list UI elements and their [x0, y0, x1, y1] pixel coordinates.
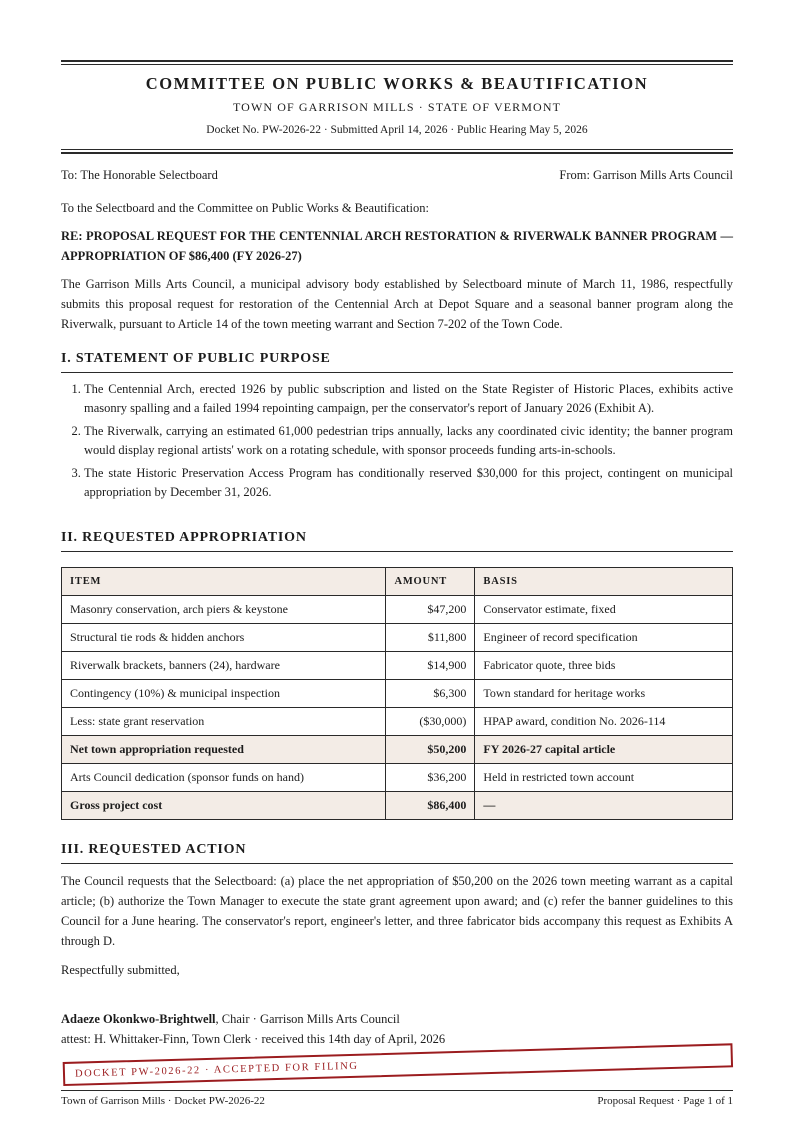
docket-line: Docket No. PW-2026-22 · Submitted April 14, 2026 · Public Hearing May 5, 2026	[206, 124, 588, 136]
signature-line	[61, 1012, 400, 1027]
footer-left: Town of Garrison Mills · Docket PW-2026-22	[61, 1095, 265, 1107]
footer-rule	[61, 1090, 733, 1091]
table-row	[62, 764, 733, 792]
header-rule-bottom	[61, 149, 733, 150]
re-line: RE: PROPOSAL REQUEST FOR THE CENTENNIAL ARCH RESTORATION & RIVERWALK BANNER PROGRAM — APPROPRIATION OF $86,400 (FY 2026-27)	[61, 229, 733, 263]
row-basis: Held in restricted town account	[475, 764, 733, 792]
row-basis: Engineer of record specification	[475, 624, 733, 652]
purpose-item: 2. The Riverwalk, carrying an estimated 61,000 pedestrian trips annually, lacks any coordinated civic identity; the banner program would display regional artists' work on a rotating schedule, with sponsor proceeds funding arts-in-schools.	[84, 422, 733, 460]
table-row	[62, 652, 733, 680]
header-rule-top	[61, 60, 733, 62]
filing-stamp: DOCKET PW-2026-22 · ACCEPTED FOR FILING	[63, 1043, 733, 1086]
row-basis: FY 2026-27 capital article	[475, 736, 733, 764]
memo-from: From: Garrison Mills Arts Council	[559, 168, 733, 182]
town-line: TOWN OF GARRISON MILLS · STATE OF VERMONT	[232, 100, 562, 114]
signer-title: , Chair · Garrison Mills Arts Council	[215, 1012, 400, 1026]
valediction: Respectfully submitted,	[61, 963, 180, 977]
table-row	[62, 680, 733, 708]
section-3-rule	[61, 863, 733, 864]
table-row	[62, 624, 733, 652]
appropriation-table	[61, 567, 733, 820]
row-item: Riverwalk brackets, banners (24), hardware	[62, 652, 386, 680]
table-header-row	[62, 568, 733, 596]
section-2-rule	[61, 551, 733, 552]
requested-action-paragraph: The Council requests that the Selectboard: (a) place the net appropriation of $50,200 on the 2026 town meeting warrant as a capital article; (b) authorize the Town Manager to execute the state grant agreement upon award; and (c) refer the banner guidelines to this Council for a June hearing. The conservator's report, engineer's letter, and three fabricator bids accompany this request as Exhibits A through D.	[61, 874, 733, 948]
row-amount: $86,400	[386, 792, 475, 820]
row-basis: HPAP award, condition No. 2026-114	[475, 708, 733, 736]
purpose-item: 3. The state Historic Preservation Access Program has conditionally reserved $30,000 for this project, contingent on municipal appropriation by December 31, 2026.	[84, 464, 733, 502]
purpose-item: 1. The Centennial Arch, erected 1926 by public subscription and listed on the State Register of Historic Places, exhibits active masonry spalling and a failed 1994 repointing campaign, per the conservator's report of January 2026 (Exhibit A).	[84, 380, 733, 418]
section-3-heading: III. REQUESTED ACTION	[61, 842, 247, 857]
table-row-net-total	[62, 736, 733, 764]
row-amount: $36,200	[386, 764, 475, 792]
row-item: Structural tie rods & hidden anchors	[62, 624, 386, 652]
row-item: Net town appropriation requested	[62, 736, 386, 764]
table-row	[62, 596, 733, 624]
row-basis: Town standard for heritage works	[475, 680, 733, 708]
signer-name: Adaeze Okonkwo-Brightwell	[61, 1012, 216, 1026]
row-amount: $6,300	[386, 680, 475, 708]
row-item: Arts Council dedication (sponsor funds on hand)	[62, 764, 386, 792]
row-amount: $50,200	[386, 736, 475, 764]
attest-line: attest: H. Whittaker-Finn, Town Clerk · received this 14th day of April, 2026	[61, 1032, 446, 1046]
intro-paragraph: The Garrison Mills Arts Council, a municipal advisory body established by Selectboard minute of March 11, 1986, respectfully submits this proposal request for restoration of the Centennial Arch at Depot Square and a seasonal banner program along the Riverwalk, pursuant to Article 14 of the town meeting warrant and Section 7-202 of the Town Code.	[61, 277, 733, 331]
column-header-basis: BASIS	[475, 568, 733, 596]
row-amount: $14,900	[386, 652, 475, 680]
row-amount: $11,800	[386, 624, 475, 652]
footer-right: Proposal Request · Page 1 of 1	[597, 1095, 733, 1107]
header-rule-top-thin	[61, 64, 733, 65]
row-amount: ($30,000)	[386, 708, 475, 736]
memo-to: To: The Honorable Selectboard	[61, 168, 218, 182]
row-basis: Fabricator quote, three bids	[475, 652, 733, 680]
row-item: Gross project cost	[62, 792, 386, 820]
table-row	[62, 708, 733, 736]
row-item: Masonry conservation, arch piers & keystone	[62, 596, 386, 624]
row-amount: $47,200	[386, 596, 475, 624]
section-1-heading: I. STATEMENT OF PUBLIC PURPOSE	[61, 351, 331, 366]
section-2-heading: II. REQUESTED APPROPRIATION	[61, 530, 307, 545]
row-basis: Conservator estimate, fixed	[475, 596, 733, 624]
row-item: Contingency (10%) & municipal inspection	[62, 680, 386, 708]
section-1-rule	[61, 372, 733, 373]
row-basis: —	[475, 792, 733, 820]
table-row-gross-total	[62, 792, 733, 820]
salutation: To the Selectboard and the Committee on Public Works & Beautification:	[61, 201, 429, 215]
column-header-amount: AMOUNT	[386, 568, 475, 596]
purpose-list	[61, 380, 733, 506]
committee-title: COMMITTEE ON PUBLIC WORKS & BEAUTIFICATION	[145, 74, 649, 93]
column-header-item: ITEM	[62, 568, 386, 596]
header-rule-bottom-thick	[61, 152, 733, 154]
row-item: Less: state grant reservation	[62, 708, 386, 736]
